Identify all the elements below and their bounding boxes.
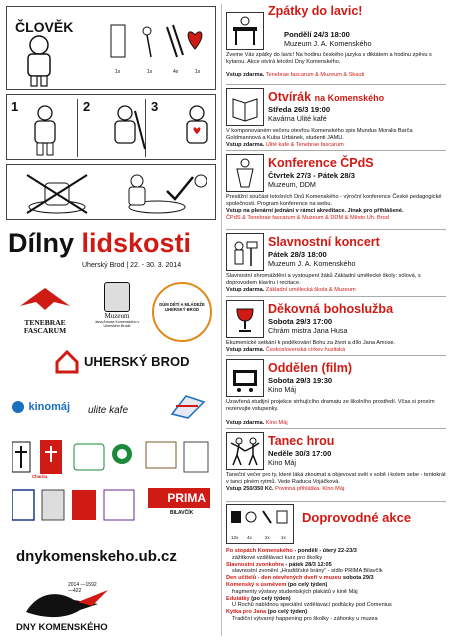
crossed-figure-icon: [17, 169, 207, 217]
dancers-icon: [226, 432, 264, 470]
event-entry: ČPdS & Tenebrae fascarum & Muzeum & DDM & Město Uh. Brod: [226, 215, 389, 221]
program-item: Po stopách Komenského - pondělí - úterý 22-23/3: [226, 548, 357, 554]
event-title: Děkovná bohoslužba: [268, 302, 394, 316]
event-card: [222, 357, 450, 427]
instruction-panel-result: [6, 164, 216, 220]
charita-label: Charita: [32, 474, 48, 479]
chalice-icon: [226, 300, 264, 338]
icon-label: 2x: [265, 535, 270, 540]
title-part-1: Dílny: [8, 228, 75, 258]
icon-label: 4x: [247, 535, 252, 540]
event-venue: Kavárna Ulité kafé: [268, 114, 327, 123]
event-datetime: Středa 26/3 19:00: [268, 105, 331, 114]
event-card: [222, 231, 450, 295]
uhersky-brod-logo: UHERSKÝ BROD: [54, 348, 194, 374]
event-card: [222, 4, 450, 84]
program-item: Komenský s úsměvem (po celý týden): [226, 581, 328, 588]
program-list: [226, 548, 448, 623]
event-title: Konference ČPdS: [268, 156, 374, 170]
event-entry: Vstup zdarma. Základní umělecká škola & Muzeum: [226, 287, 356, 293]
divider: [226, 296, 446, 297]
figure-icon: [15, 33, 63, 87]
program-column: [222, 0, 450, 643]
ulite-kafe-logo: ulite kafe: [88, 405, 129, 416]
icon-label: 12x: [231, 535, 239, 540]
zus-icon: [168, 392, 208, 420]
dum-deti-logo: DŮM DĚTÍ A MLÁDEŽE UHERSKÝ BROD: [152, 282, 212, 342]
event-card: [222, 430, 450, 500]
event-description: Uzavřená studijní projekce strhujícího dramatu ze školního prostředí. Včas si prosím rezervujte vstupenky.: [226, 399, 435, 412]
bird-icon: [10, 284, 80, 314]
event-entry: Vstup zdarma. Kino Máj: [226, 420, 288, 426]
tally-2: 1x: [147, 69, 153, 75]
program-item: Slavnostní zvonkohra - pátek 28/3 12:05: [226, 561, 332, 568]
event-datetime: Neděle 30/3 17:00: [268, 449, 332, 458]
divider: [226, 355, 446, 356]
event-datetime: Pátek 28/3 18:00: [268, 250, 327, 259]
divider: [226, 501, 446, 502]
tally-4: 1x: [195, 69, 201, 75]
program-item-desc: fragmenty výstavy studentských plakátů v kině Máj: [232, 588, 358, 595]
event-venue: Muzeum, DDM: [268, 180, 316, 189]
section-title: Doprovodné akce: [302, 510, 412, 525]
event-card: [222, 298, 450, 354]
event-venue: Kino Máj: [268, 385, 296, 394]
event-venue: Muzeum J. A. Komenského: [268, 259, 356, 268]
event-datetime: Sobota 29/3 19:30: [268, 376, 333, 385]
program-item: Kytka pro Jana (po celý týden): [226, 609, 308, 616]
event-description: Ekumenické setkání k poděkování Bohu za život a dílo Jana Amose.: [226, 340, 396, 346]
left-column: [0, 0, 222, 643]
school-desk-icon: [226, 12, 264, 50]
event-description: Prestižní součást letošních Dnů Komenského - výroční konference České pedagogické společnosti. Program konference na webu.: [226, 194, 442, 207]
divider: [226, 428, 446, 429]
dny-komenskeho-logo: 2014 —1592 —422 DNY KOMENSKÉHO: [12, 580, 132, 638]
instruction-panel-parts: [6, 6, 216, 90]
sponsor-logos-row: [12, 488, 142, 524]
event-title: Otvírák na Komenského: [268, 90, 385, 104]
event-title: Oddělen (film): [268, 361, 353, 375]
event-venue: Kino Máj: [268, 458, 296, 467]
parts-icons: [103, 17, 213, 67]
program-item-desc: Tradiční výtvarný happening pro školky - záhonky u muzea: [232, 615, 378, 622]
divider: [226, 229, 446, 230]
event-title: Zpátky do lavic!: [268, 4, 363, 18]
assembly-figures-icon: [21, 103, 221, 159]
event-description: V komponovaném večeru otevřou Komenského spis Mundus Moralis Barča Goldmannová a Kuba Urbánek, studenti JAMU.: [226, 128, 413, 141]
prima-logo: PRIMA: [148, 488, 210, 508]
step-1: 1: [11, 99, 19, 114]
program-item: Edutátky (po celý týden): [226, 595, 291, 602]
music-stand-icon: [226, 233, 264, 271]
film-icon: [226, 359, 264, 397]
event-venue: Muzeum J. A. Komenského: [284, 39, 372, 48]
program-item-desc: slavnostní zvonění „Hradišťské brány“ - sídlo PRIMA Bilavčík: [232, 568, 383, 575]
program-item-desc: zážitkové vzdělávací kurz pro školky: [232, 554, 323, 561]
event-datetime: Čtvrtek 27/3 - Pátek 28/3: [268, 171, 355, 180]
kinomaj-logo: kinomáj: [12, 398, 70, 418]
accessories-icon-box: [226, 504, 294, 544]
parts-row: [103, 17, 213, 67]
event-datetime: Sobota 29/3 17:00: [268, 317, 333, 326]
page-title: [8, 228, 191, 258]
step-2: 2: [83, 99, 91, 114]
event-title: Tanec hrou: [268, 434, 335, 448]
event-card: [222, 152, 450, 228]
event-datetime: Pondělí 24/3 18:00: [284, 30, 350, 39]
clovek-heading: ČLOVĚK: [15, 19, 74, 35]
event-venue: Chrám mistra Jana Husa: [268, 326, 348, 335]
event-card: [222, 86, 450, 150]
book-icon: [226, 88, 264, 126]
icon-label: 1x: [281, 535, 286, 540]
event-entry: Vstup 250/350 Kč. Povinná přihláška. Kino Máj: [226, 486, 345, 492]
website-link[interactable]: dnykomenskeho.ub.cz: [16, 548, 177, 565]
event-note: Vstup na plenární jednání v rámci akreditace. Jinak pro přihlášené.: [226, 208, 404, 214]
divider: [226, 84, 446, 85]
event-entry: Vstup zdarma. Československá církev husitská: [226, 347, 346, 353]
event-description: Zveme Vás zpátky do lavic! Na hodinu českého jazyka s diktátem a hodinu zpěvu s kytarou. Akce otvírá letošní Dny Komenského.: [226, 52, 432, 65]
step-3: 3: [151, 99, 159, 114]
tally-3: 4x: [173, 69, 179, 75]
house-icon: [54, 348, 80, 374]
kino-icon: [12, 401, 24, 413]
event-description: Taneční večer pro ty, které láká zkoumat a objevovat svět v sobě i kolem sebe - tentokrát v tanci plném rytmů. Vede Raduca Vojáčková.: [226, 472, 446, 485]
prima-sub: BILAVČÍK: [170, 510, 194, 516]
divider: [226, 150, 446, 151]
instruction-panel-steps: [6, 94, 216, 160]
seal-years: 2014 —1592 —422: [68, 582, 97, 594]
portrait-icon: [104, 282, 130, 312]
subtitle: Uherský Brod | 22. - 30. 3. 2014: [82, 262, 182, 269]
zus-logo: [168, 392, 208, 420]
event-entry: Vstup zdarma. Tenebrae fascarum & Muzeum & Skauti: [226, 72, 365, 78]
title-part-2: lidskosti: [81, 228, 192, 258]
program-item-desc: U Rochů nabídnou speciální vzdělávací podtácky pod Comenius: [232, 602, 392, 609]
tally-1: 1x: [115, 69, 121, 75]
event-entry: Vstup zdarma. Ulité kafe & Tenebrae fascarum: [226, 142, 344, 148]
event-title: Slavnostní koncert: [268, 235, 380, 249]
lectern-icon: [226, 154, 264, 192]
program-item: Den učitelů - den otevřených dveří v muzeu sobota 29/3: [226, 575, 374, 582]
muzeum-logo: Muzeum Jana Amose Komenského v Uherském Brodě: [94, 282, 140, 342]
tools-icon: [227, 505, 293, 533]
event-description: Slavnostní shromáždění a vystoupení žáků Základní umělecké školy: sólová, s doprovodem klavíru i recitace.: [226, 273, 421, 286]
tenebrae-logo: TENEBRAE FASCARUM: [10, 284, 80, 330]
